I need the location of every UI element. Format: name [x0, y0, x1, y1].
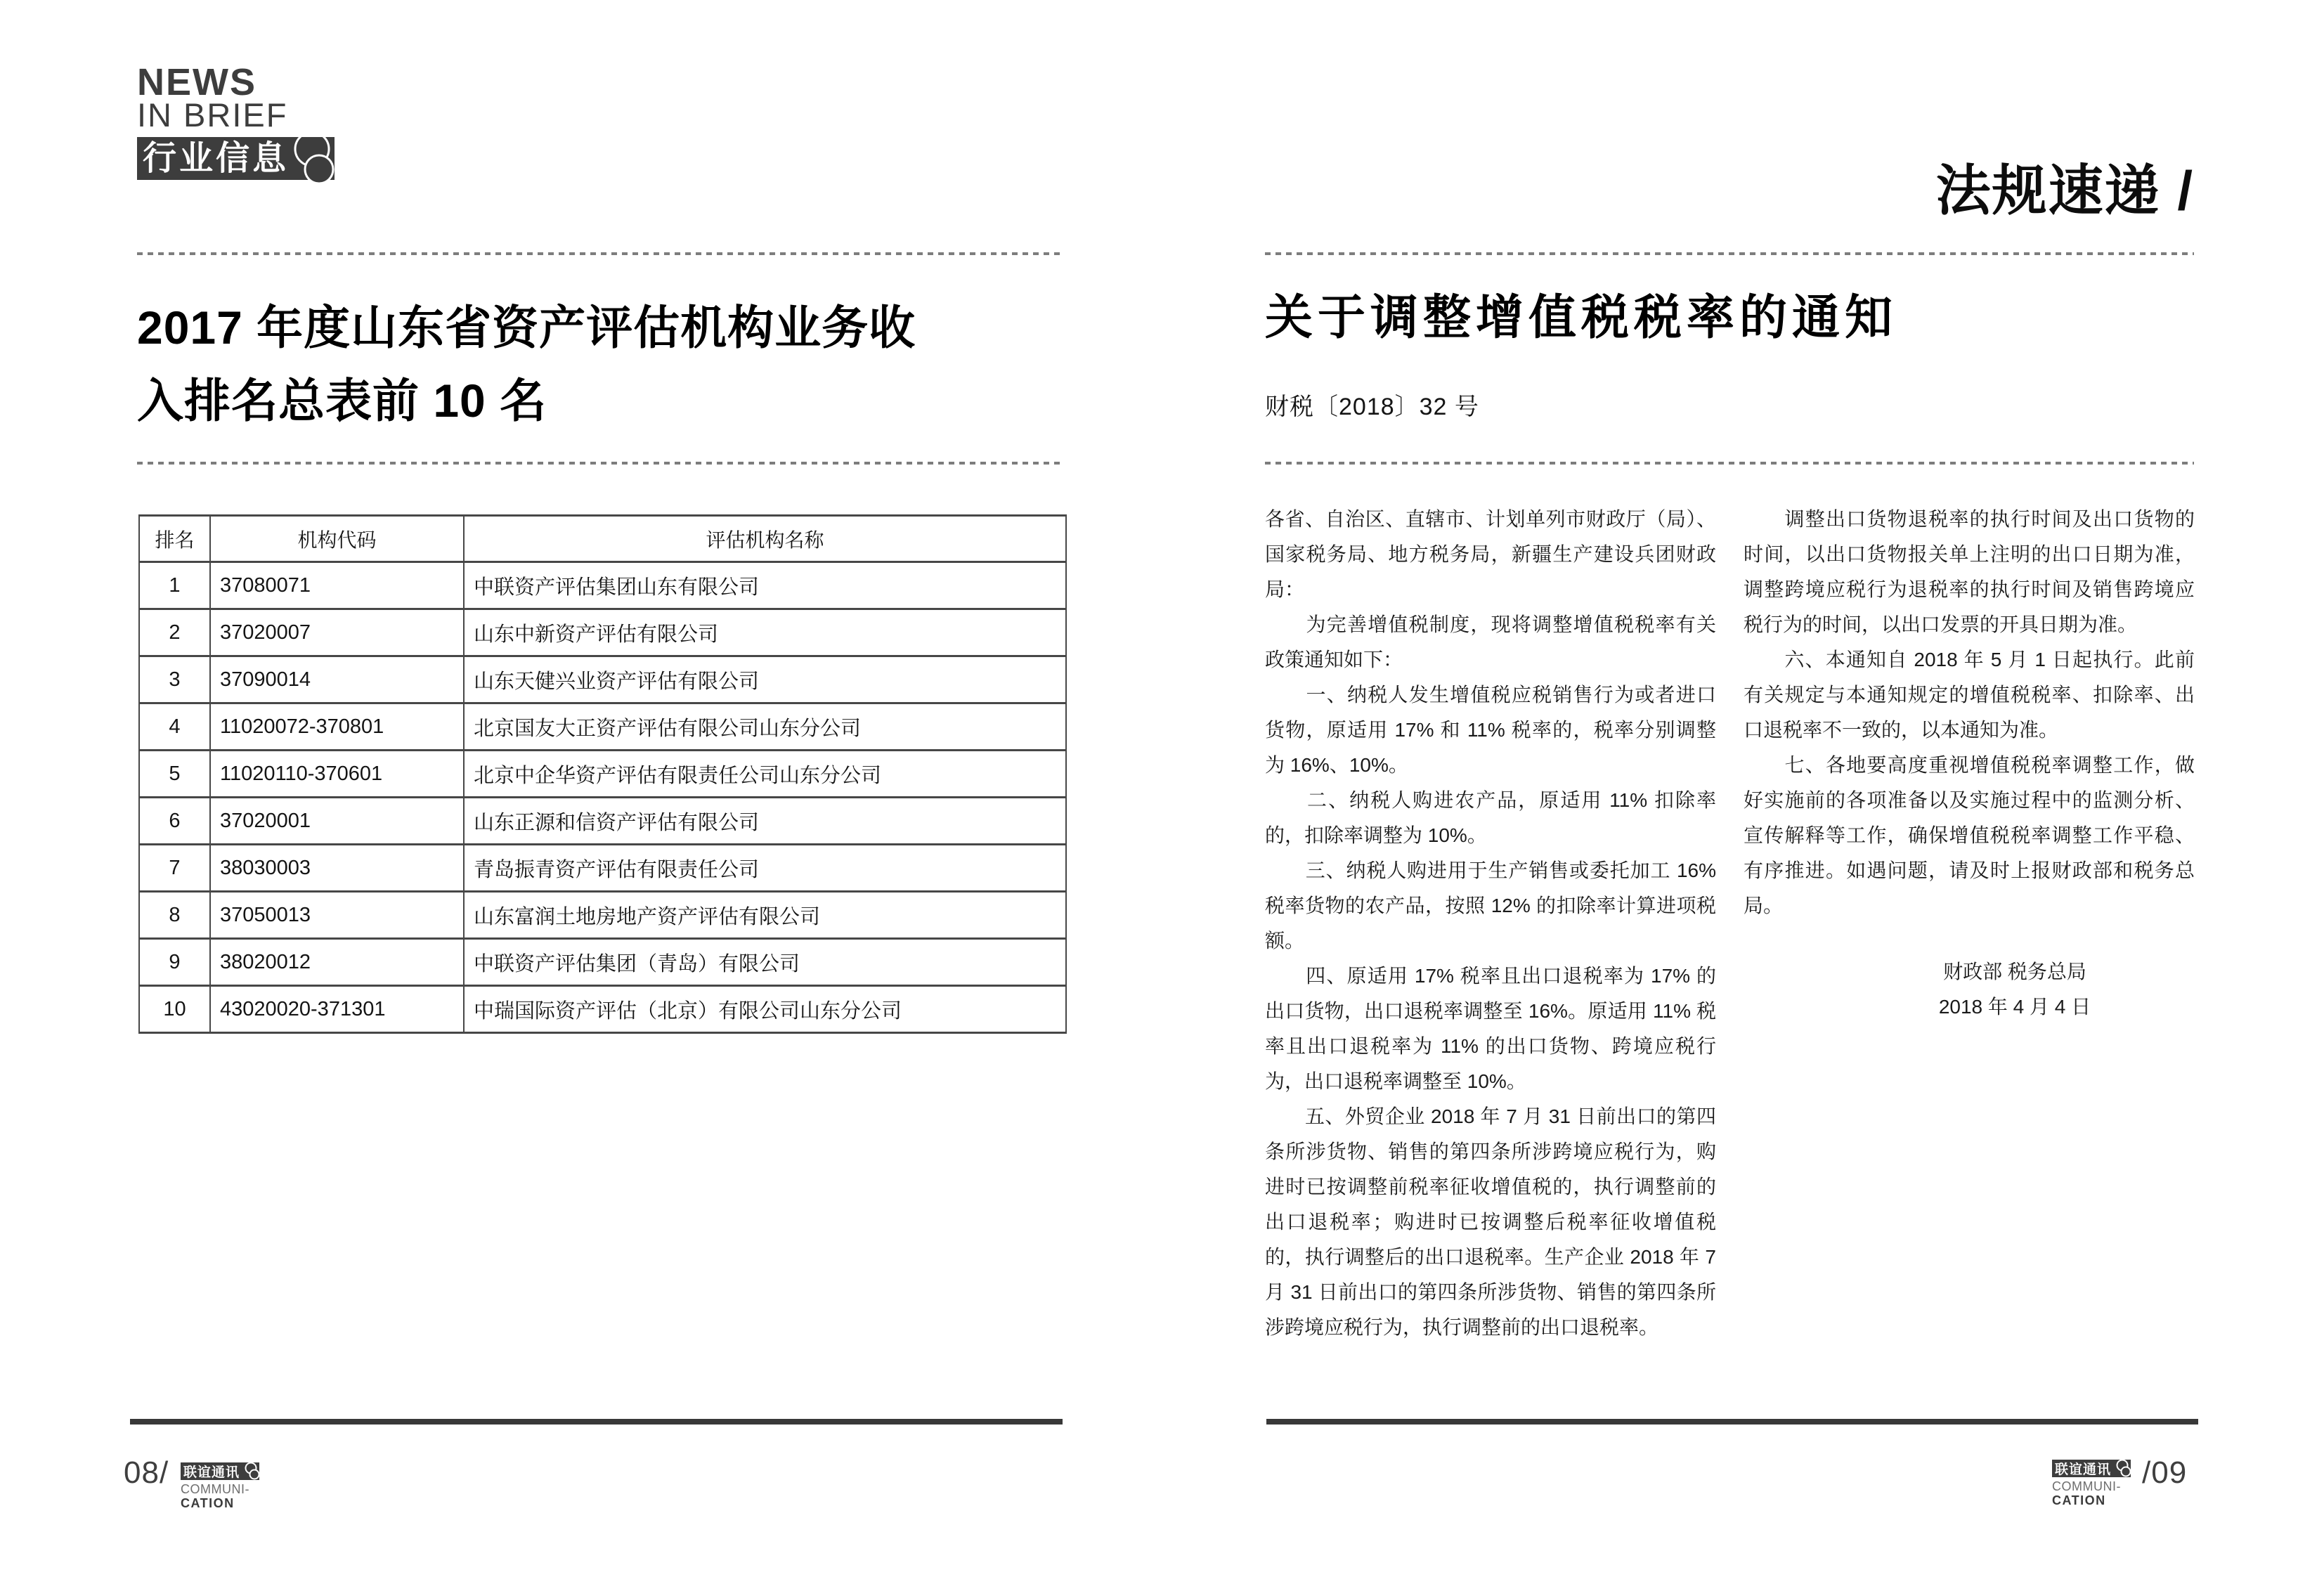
notice-paragraph: 二、纳税人购进农产品，原适用 11% 扣除率的，扣除率调整为 10%。: [1265, 789, 1716, 846]
cell-name: 中瑞国际资产评估（北京）有限公司山东分公司: [464, 986, 1066, 1033]
table-row: [139, 845, 1066, 892]
footer-logo-cn: 联谊通讯: [183, 1465, 240, 1480]
brand-industry-info-label: 行业信息: [143, 139, 290, 177]
table-row: [139, 656, 1066, 703]
cell-rank: 3: [139, 656, 210, 703]
notice-column-1: [1265, 502, 1716, 1345]
notice-paragraph: 三、纳税人购进用于生产销售或委托加工 16% 税率货物的农产品，按照 12% 的扣除率计算进项税额。: [1265, 859, 1716, 952]
cell-code: 37090014: [210, 656, 464, 703]
table-header-code: 机构代码: [210, 516, 464, 562]
right-article-title: 关于调整增值税税率的通知: [1265, 291, 1898, 344]
section-header: 法规速递 /: [1935, 160, 2194, 221]
cell-rank: 7: [139, 845, 210, 892]
left-article-title: [137, 291, 1079, 437]
cell-name: 中联资产评估集团（青岛）有限公司: [464, 939, 1066, 986]
cell-name: 北京中企华资产评估有限责任公司山东分公司: [464, 751, 1066, 798]
table-header-row: [139, 516, 1066, 562]
footer-logo-box: [2052, 1460, 2131, 1477]
signature-date: 2018 年 4 月 4 日: [1938, 996, 2091, 1018]
cell-code: 37050013: [210, 892, 464, 939]
dashed-divider: [1265, 462, 2194, 465]
cell-rank: 2: [139, 609, 210, 656]
cell-rank: 6: [139, 798, 210, 845]
footer-logo-cn: 联谊通讯: [2055, 1462, 2112, 1477]
table-row: [139, 562, 1066, 609]
footer-logo-en-line2: CATION: [181, 1496, 235, 1510]
footer-logo-left: [181, 1462, 272, 1510]
cell-name: 山东中新资产评估有限公司: [464, 609, 1066, 656]
cell-rank: 9: [139, 939, 210, 986]
table-header-rank: 排名: [139, 516, 210, 562]
table-row: [139, 939, 1066, 986]
brand-industry-info-box: [137, 137, 335, 180]
notice-paragraph: 七、各地要高度重视增值税税率调整工作，做好实施前的各项准备以及实施过程中的监测分析、宣传解释等工作，确保增值税税率调整工作平稳、有序推进。如遇问题，请及时上报财政部和税务总局。: [1744, 754, 2195, 916]
signature-block: [1744, 954, 2195, 1025]
brand-news-text: NEWS: [137, 61, 257, 103]
cell-rank: 10: [139, 986, 210, 1033]
ranking-table: [138, 514, 1067, 1034]
left-article-title-line2: 入排名总表前 10 名: [137, 375, 547, 427]
footer-logo-en-line1: COMMUNI-: [2052, 1479, 2121, 1493]
table-row: [139, 986, 1066, 1033]
footer-logo-box: [181, 1462, 259, 1480]
cell-name: 山东富润土地房地产资产评估有限公司: [464, 892, 1066, 939]
cell-code: 37020001: [210, 798, 464, 845]
cell-name: 山东正源和信资产评估有限公司: [464, 798, 1066, 845]
overlapping-circles-icon: [137, 137, 335, 193]
table-header-name: 评估机构名称: [464, 516, 1066, 562]
notice-paragraph: 一、纳税人发生增值税应税销售行为或者进口货物，原适用 17% 和 11% 税率的，税率分别调整为 16%、10%。: [1265, 684, 1716, 776]
dashed-divider: [137, 462, 1065, 465]
cell-name: 北京国友大正资产评估有限公司山东分公司: [464, 703, 1066, 751]
notice-paragraph: 调整出口货物退税率的执行时间及出口货物的时间，以出口货物报关单上注明的出口日期为准，调整跨境应税行为退税率的执行时间及销售跨境应税行为的时间，以出口发票的开具日期为准。: [1744, 508, 2195, 635]
notice-paragraph: 为完善增值税制度，现将调整增值税税率有关政策通知如下：: [1265, 614, 1716, 670]
notice-paragraph: 四、原适用 17% 税率且出口退税率为 17% 的出口货物，出口退税率调整至 16%。原适用 11% 税率且出口退税率为 11% 的出口货物、跨境应税行为，出口退税率调整至 10%。: [1265, 965, 1716, 1092]
cell-code: 38020012: [210, 939, 464, 986]
table-row: [139, 703, 1066, 751]
notice-paragraph: 各省、自治区、直辖市、计划单列市财政厅（局）、国家税务局、地方税务局，新疆生产建设兵团财政局：: [1265, 508, 1716, 600]
brand-inbrief-text: IN BRIEF: [137, 96, 288, 134]
cell-name: 山东天健兴业资产评估有限公司: [464, 656, 1066, 703]
left-article-title-line1: 2017 年度山东省资产评估机构业务收: [137, 301, 916, 353]
notice-paragraph: 五、外贸企业 2018 年 7 月 31 日前出口的第四条所涉货物、销售的第四条所涉跨境应税行为，购进时已按调整前税率征收增值税的，执行调整前的出口退税率；购进时已按调整后税率征收增值税的，执行调整后的出口退税率。生产企业 2018 年 7 月 31 日前出口的第四条所涉货物、销售的第四条所涉跨境应税行为，执行调整前的出口退税率。: [1265, 1105, 1716, 1338]
footer-rule-right: [1266, 1419, 2198, 1425]
overlapping-circles-icon: [2112, 1458, 2134, 1479]
cell-code: 11020110-370601: [210, 751, 464, 798]
cell-code: 37080071: [210, 562, 464, 609]
footer-logo-en-line2: CATION: [2052, 1493, 2106, 1507]
cell-code: 11020072-370801: [210, 703, 464, 751]
cell-rank: 4: [139, 703, 210, 751]
page-number-right: /09: [2142, 1455, 2188, 1490]
cell-code: 37020007: [210, 609, 464, 656]
notice-paragraph: 六、本通知自 2018 年 5 月 1 日起执行。此前有关规定与本通知规定的增值税税率、扣除率、出口退税率不一致的，以本通知为准。: [1744, 649, 2195, 741]
footer-rule-left: [130, 1419, 1063, 1425]
dashed-divider: [137, 252, 1065, 255]
cell-code: 38030003: [210, 845, 464, 892]
dashed-divider: [1265, 252, 2194, 255]
signature-issuer: 财政部 税务总局: [1943, 961, 2086, 982]
table-row: [139, 751, 1066, 798]
table-row: [139, 798, 1066, 845]
footer-logo-right: [2052, 1460, 2143, 1507]
table-row: [139, 892, 1066, 939]
cell-rank: 5: [139, 751, 210, 798]
cell-code: 43020020-371301: [210, 986, 464, 1033]
cell-name: 青岛振青资产评估有限责任公司: [464, 845, 1066, 892]
cell-rank: 8: [139, 892, 210, 939]
notice-column-2: [1744, 502, 2195, 1025]
overlapping-circles-icon: [241, 1461, 262, 1482]
brand-logo: [137, 61, 335, 180]
cell-rank: 1: [139, 562, 210, 609]
cell-name: 中联资产评估集团山东有限公司: [464, 562, 1066, 609]
footer-logo-en-line1: COMMUNI-: [181, 1482, 249, 1496]
document-number: 财税〔2018〕32 号: [1265, 394, 1479, 420]
page-number-left: 08/: [124, 1455, 169, 1490]
table-row: [139, 609, 1066, 656]
